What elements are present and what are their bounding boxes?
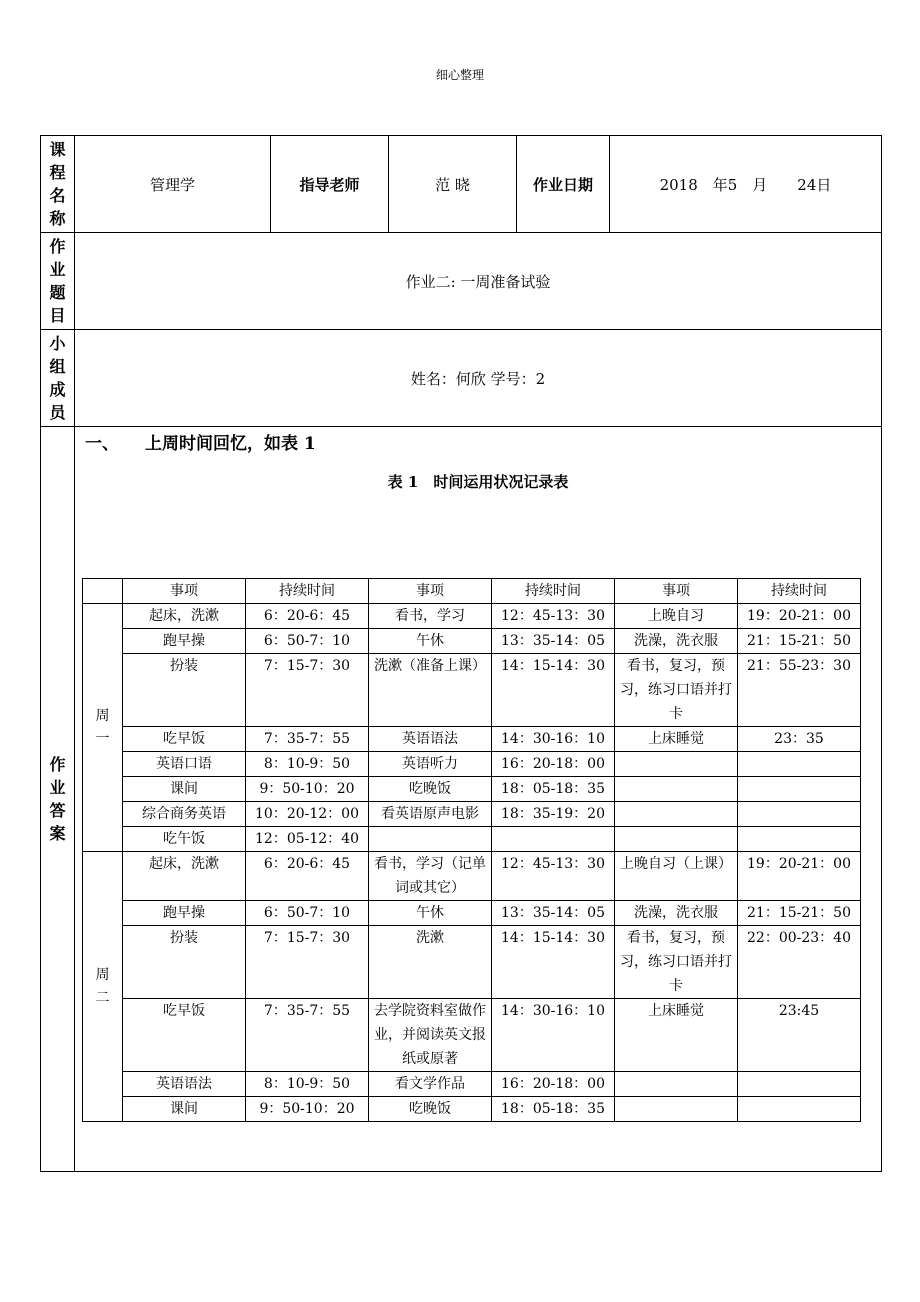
table-cell: 12：05-12：40 bbox=[246, 827, 369, 852]
table-row bbox=[83, 926, 861, 999]
table-row bbox=[83, 852, 861, 901]
table-cell: 洗澡，洗衣服 bbox=[615, 901, 738, 926]
table-cell: 看英语原声电影 bbox=[369, 802, 492, 827]
table-row bbox=[83, 604, 861, 629]
table-cell: 13：35-14：05 bbox=[492, 901, 615, 926]
table-cell: 19：20-21：00 bbox=[738, 852, 861, 901]
time-log-table bbox=[82, 578, 861, 1122]
table-cell: 9：50-10：20 bbox=[246, 1097, 369, 1122]
table-cell: 看书，学习 bbox=[369, 604, 492, 629]
table-cell: 14：30-16：10 bbox=[492, 999, 615, 1072]
table-cell: 21：15-21：50 bbox=[738, 629, 861, 654]
table-cell bbox=[615, 827, 738, 852]
table-cell: 7：15-7：30 bbox=[246, 926, 369, 999]
teacher-value: 范 晓 bbox=[389, 136, 517, 233]
table-cell: 扮装 bbox=[123, 654, 246, 727]
table-cell: 午休 bbox=[369, 629, 492, 654]
date-value: 2018 年5 月 24日 bbox=[610, 136, 882, 233]
table-cell: 上床睡觉 bbox=[615, 999, 738, 1072]
section-number: 一、 bbox=[85, 434, 119, 454]
members-label: 小组成员 bbox=[41, 330, 75, 427]
header-cell: 持续时间 bbox=[738, 579, 861, 604]
table-row bbox=[83, 1072, 861, 1097]
table-cell: 6：20-6：45 bbox=[246, 852, 369, 901]
table-header-row bbox=[83, 579, 861, 604]
table-cell bbox=[615, 1097, 738, 1122]
table-cell: 跑早操 bbox=[123, 629, 246, 654]
table-cell: 10：20-12：00 bbox=[246, 802, 369, 827]
table-row bbox=[83, 752, 861, 777]
header-cell-empty bbox=[83, 579, 123, 604]
table-caption: 表 1 时间运用状况记录表 bbox=[387, 473, 569, 491]
table-cell: 23:45 bbox=[738, 999, 861, 1072]
answer-label: 作业答案 bbox=[41, 427, 75, 1172]
table-cell: 8：10-9：50 bbox=[246, 1072, 369, 1097]
table-cell: 6：50-7：10 bbox=[246, 901, 369, 926]
table-cell: 洗漱 bbox=[369, 926, 492, 999]
table-cell: 吃晚饭 bbox=[369, 1097, 492, 1122]
topic-value: 作业二: 一周准备试验 bbox=[75, 233, 882, 330]
section-heading bbox=[75, 427, 881, 455]
table-cell: 14：15-14：30 bbox=[492, 654, 615, 727]
day-label: 周一 bbox=[95, 707, 110, 747]
day-cell bbox=[83, 604, 123, 852]
table-cell: 18：05-18：35 bbox=[492, 1097, 615, 1122]
header-cell: 持续时间 bbox=[246, 579, 369, 604]
table-row bbox=[83, 727, 861, 752]
table-row bbox=[83, 777, 861, 802]
table-cell: 23：35 bbox=[738, 727, 861, 752]
course-value: 管理学 bbox=[75, 136, 271, 233]
table-row bbox=[83, 802, 861, 827]
table-cell: 12：45-13：30 bbox=[492, 852, 615, 901]
table-row bbox=[83, 901, 861, 926]
table-cell bbox=[738, 827, 861, 852]
section-title: 上周时间回忆，如表 1 bbox=[145, 434, 316, 454]
table-cell: 起床，洗漱 bbox=[123, 852, 246, 901]
table-cell bbox=[492, 827, 615, 852]
table-cell: 跑早操 bbox=[123, 901, 246, 926]
table-cell bbox=[615, 777, 738, 802]
table-cell: 洗澡，洗衣服 bbox=[615, 629, 738, 654]
table-cell: 22：00-23：40 bbox=[738, 926, 861, 999]
table-cell: 18：05-18：35 bbox=[492, 777, 615, 802]
table-cell: 12：45-13：30 bbox=[492, 604, 615, 629]
table-cell bbox=[738, 1072, 861, 1097]
table-cell: 13：35-14：05 bbox=[492, 629, 615, 654]
members-value: 姓名：何欣 学号：2 bbox=[75, 330, 882, 427]
table-cell: 午休 bbox=[369, 901, 492, 926]
header-cell: 事项 bbox=[615, 579, 738, 604]
table-cell bbox=[738, 802, 861, 827]
header-note: 细心整理 bbox=[435, 68, 484, 82]
table-row bbox=[83, 1097, 861, 1122]
table-cell: 上床睡觉 bbox=[615, 727, 738, 752]
table-cell: 6：20-6：45 bbox=[246, 604, 369, 629]
table-cell bbox=[615, 1072, 738, 1097]
table-cell: 9：50-10：20 bbox=[246, 777, 369, 802]
table-cell: 6：50-7：10 bbox=[246, 629, 369, 654]
table-cell: 18：35-19：20 bbox=[492, 802, 615, 827]
table-cell: 吃早饭 bbox=[123, 999, 246, 1072]
table-cell bbox=[738, 752, 861, 777]
table-row bbox=[83, 629, 861, 654]
day-label: 周二 bbox=[95, 966, 110, 1006]
table-cell: 看书，学习（记单词或其它） bbox=[369, 852, 492, 901]
table-cell: 英语口语 bbox=[123, 752, 246, 777]
table-cell: 8：10-9：50 bbox=[246, 752, 369, 777]
table-cell: 去学院资料室做作业，并阅读英文报纸或原著 bbox=[369, 999, 492, 1072]
table-cell: 扮装 bbox=[123, 926, 246, 999]
table-cell bbox=[615, 752, 738, 777]
table-cell: 7：15-7：30 bbox=[246, 654, 369, 727]
header-cell: 持续时间 bbox=[492, 579, 615, 604]
table-cell: 上晚自习 bbox=[615, 604, 738, 629]
table-row bbox=[83, 827, 861, 852]
teacher-label: 指导老师 bbox=[271, 136, 389, 233]
course-label: 课程名称 bbox=[41, 136, 75, 233]
table-cell bbox=[738, 1097, 861, 1122]
table-cell bbox=[615, 802, 738, 827]
table-cell: 21：55-23：30 bbox=[738, 654, 861, 727]
table-cell: 英语听力 bbox=[369, 752, 492, 777]
table-cell: 综合商务英语 bbox=[123, 802, 246, 827]
topic-label: 作业题目 bbox=[41, 233, 75, 330]
table-cell: 英语语法 bbox=[369, 727, 492, 752]
table-cell: 19：20-21：00 bbox=[738, 604, 861, 629]
header-cell: 事项 bbox=[369, 579, 492, 604]
table-cell: 7：35-7：55 bbox=[246, 727, 369, 752]
table-cell: 14：30-16：10 bbox=[492, 727, 615, 752]
table-cell: 吃晚饭 bbox=[369, 777, 492, 802]
table-cell: 16：20-18：00 bbox=[492, 1072, 615, 1097]
table-cell: 7：35-7：55 bbox=[246, 999, 369, 1072]
table-cell: 上晚自习（上课） bbox=[615, 852, 738, 901]
table-cell: 看文学作品 bbox=[369, 1072, 492, 1097]
table-row bbox=[83, 654, 861, 727]
table-cell: 看书，复习，预习，练习口语并打卡 bbox=[615, 654, 738, 727]
table-cell: 课间 bbox=[123, 1097, 246, 1122]
table-cell: 起床，洗漱 bbox=[123, 604, 246, 629]
header-cell: 事项 bbox=[123, 579, 246, 604]
table-cell: 英语语法 bbox=[123, 1072, 246, 1097]
table-cell: 21：15-21：50 bbox=[738, 901, 861, 926]
table-row bbox=[83, 999, 861, 1072]
table-cell: 吃早饭 bbox=[123, 727, 246, 752]
day-cell bbox=[83, 852, 123, 1122]
table-cell bbox=[738, 777, 861, 802]
table-cell: 14：15-14：30 bbox=[492, 926, 615, 999]
table-cell: 16：20-18：00 bbox=[492, 752, 615, 777]
date-label: 作业日期 bbox=[517, 136, 610, 233]
table-cell bbox=[369, 827, 492, 852]
table-cell: 吃午饭 bbox=[123, 827, 246, 852]
table-cell: 看书，复习，预习，练习口语并打卡 bbox=[615, 926, 738, 999]
table-cell: 洗漱（准备上课） bbox=[369, 654, 492, 727]
table-cell: 课间 bbox=[123, 777, 246, 802]
